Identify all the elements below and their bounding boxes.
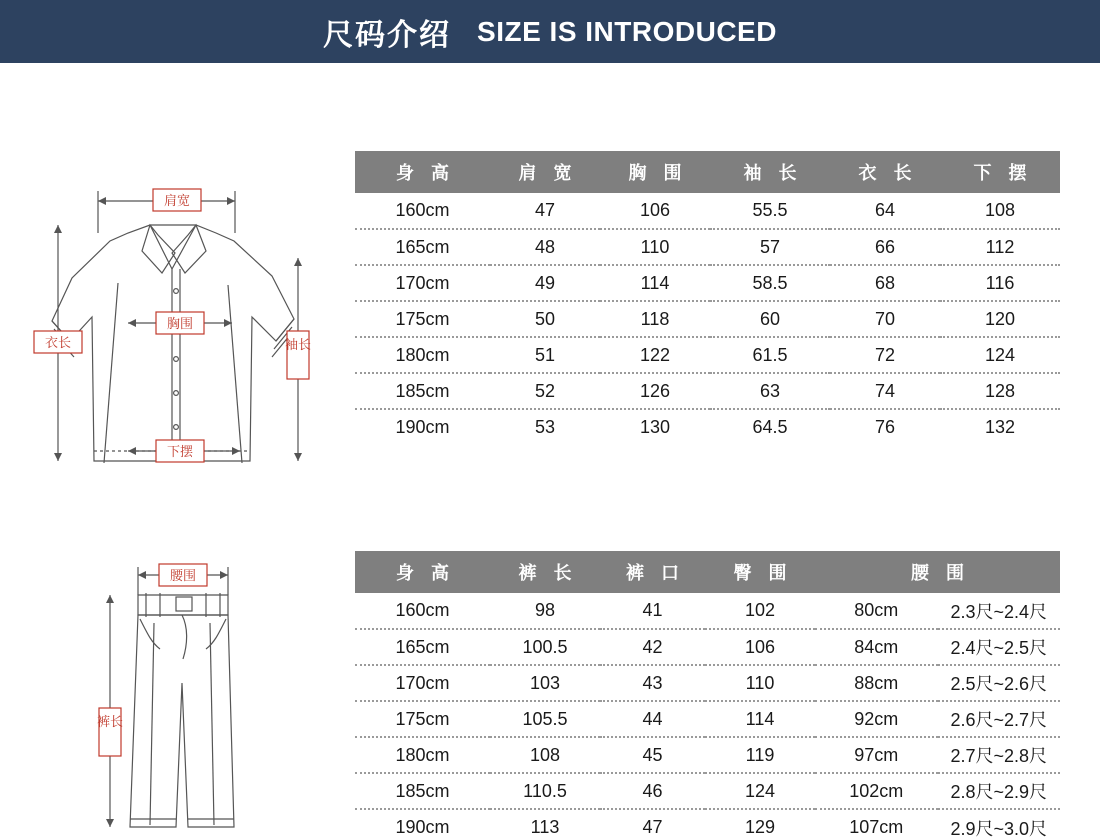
table-row bbox=[355, 809, 1060, 837]
cell-waist-chi: 2.8尺~2.9尺 bbox=[938, 773, 1061, 809]
pants-svg bbox=[10, 483, 340, 833]
th-height: 身 高 bbox=[355, 551, 490, 593]
table-row bbox=[355, 193, 1060, 229]
cell-waist-chi: 2.3尺~2.4尺 bbox=[938, 593, 1061, 629]
shirt-label-shoulder bbox=[153, 189, 201, 211]
cell-chest: 130 bbox=[600, 409, 710, 445]
pants-size-table bbox=[355, 551, 1060, 837]
th-pants-length: 裤 长 bbox=[490, 551, 600, 593]
cell-pants-length: 98 bbox=[490, 593, 600, 629]
cell-length: 72 bbox=[830, 337, 940, 373]
cell-hip: 110 bbox=[705, 665, 815, 701]
table-header-row bbox=[355, 151, 1060, 193]
table-header-row bbox=[355, 551, 1060, 593]
page-title-en: SIZE IS INTRODUCED bbox=[477, 15, 777, 47]
th-chest: 胸 围 bbox=[600, 151, 710, 193]
cell-waist-chi: 2.7尺~2.8尺 bbox=[938, 737, 1061, 773]
th-length: 衣 长 bbox=[830, 151, 940, 193]
th-cuff: 裤 口 bbox=[600, 551, 705, 593]
shirt-label-hem bbox=[156, 440, 204, 462]
cell-cuff: 46 bbox=[600, 773, 705, 809]
cell-shoulder: 50 bbox=[490, 301, 600, 337]
cell-length: 64 bbox=[830, 193, 940, 229]
th-height: 身 高 bbox=[355, 151, 490, 193]
cell-height: 160cm bbox=[355, 593, 490, 629]
cell-waist-cm: 97cm bbox=[815, 737, 938, 773]
cell-hip: 102 bbox=[705, 593, 815, 629]
shirt-size-table-wrap bbox=[355, 151, 1060, 445]
table-row bbox=[355, 773, 1060, 809]
cell-height: 165cm bbox=[355, 629, 490, 665]
cell-pants-length: 113 bbox=[490, 809, 600, 837]
cell-hem: 128 bbox=[940, 373, 1060, 409]
cell-pants-length: 105.5 bbox=[490, 701, 600, 737]
cell-shoulder: 47 bbox=[490, 193, 600, 229]
cell-waist-chi: 2.4尺~2.5尺 bbox=[938, 629, 1061, 665]
shirt-label-length bbox=[34, 331, 82, 353]
svg-text:肩宽: 肩宽 bbox=[163, 193, 191, 208]
svg-text:胸围: 胸围 bbox=[166, 316, 194, 331]
cell-cuff: 44 bbox=[600, 701, 705, 737]
cell-sleeve: 64.5 bbox=[710, 409, 830, 445]
cell-length: 70 bbox=[830, 301, 940, 337]
cell-waist-cm: 107cm bbox=[815, 809, 938, 837]
th-waist: 腰 围 bbox=[815, 551, 1060, 593]
cell-cuff: 41 bbox=[600, 593, 705, 629]
cell-shoulder: 48 bbox=[490, 229, 600, 265]
cell-sleeve: 61.5 bbox=[710, 337, 830, 373]
cell-chest: 122 bbox=[600, 337, 710, 373]
cell-height: 185cm bbox=[355, 773, 490, 809]
page-header bbox=[0, 0, 1100, 63]
cell-pants-length: 110.5 bbox=[490, 773, 600, 809]
cell-height: 175cm bbox=[355, 301, 490, 337]
cell-waist-chi: 2.5尺~2.6尺 bbox=[938, 665, 1061, 701]
cell-hip: 129 bbox=[705, 809, 815, 837]
cell-hem: 120 bbox=[940, 301, 1060, 337]
cell-height: 190cm bbox=[355, 809, 490, 837]
cell-chest: 126 bbox=[600, 373, 710, 409]
cell-height: 160cm bbox=[355, 193, 490, 229]
cell-shoulder: 51 bbox=[490, 337, 600, 373]
cell-length: 74 bbox=[830, 373, 940, 409]
cell-chest: 106 bbox=[600, 193, 710, 229]
cell-cuff: 42 bbox=[600, 629, 705, 665]
cell-cuff: 43 bbox=[600, 665, 705, 701]
cell-hem: 124 bbox=[940, 337, 1060, 373]
cell-chest: 114 bbox=[600, 265, 710, 301]
cell-sleeve: 60 bbox=[710, 301, 830, 337]
cell-height: 170cm bbox=[355, 665, 490, 701]
th-hip: 臀 围 bbox=[705, 551, 815, 593]
table-row bbox=[355, 409, 1060, 445]
cell-length: 76 bbox=[830, 409, 940, 445]
cell-shoulder: 52 bbox=[490, 373, 600, 409]
table-row bbox=[355, 665, 1060, 701]
cell-height: 165cm bbox=[355, 229, 490, 265]
cell-height: 180cm bbox=[355, 737, 490, 773]
shirt-label-chest bbox=[156, 312, 204, 334]
svg-text:下摆: 下摆 bbox=[166, 444, 194, 459]
svg-text:衣长: 衣长 bbox=[44, 335, 72, 350]
table-row bbox=[355, 737, 1060, 773]
table-row bbox=[355, 629, 1060, 665]
cell-waist-cm: 80cm bbox=[815, 593, 938, 629]
svg-text:裤长: 裤长 bbox=[96, 714, 124, 729]
svg-text:袖长: 袖长 bbox=[284, 337, 312, 352]
shirt-illustration bbox=[10, 73, 340, 473]
table-row bbox=[355, 337, 1060, 373]
page-content bbox=[0, 63, 1100, 837]
cell-sleeve: 63 bbox=[710, 373, 830, 409]
svg-text:腰围: 腰围 bbox=[169, 568, 197, 583]
cell-hem: 132 bbox=[940, 409, 1060, 445]
cell-length: 68 bbox=[830, 265, 940, 301]
th-sleeve: 袖 长 bbox=[710, 151, 830, 193]
table-row bbox=[355, 265, 1060, 301]
cell-cuff: 47 bbox=[600, 809, 705, 837]
cell-waist-chi: 2.9尺~3.0尺 bbox=[938, 809, 1061, 837]
cell-hip: 114 bbox=[705, 701, 815, 737]
shirt-label-sleeve bbox=[285, 331, 311, 379]
cell-hip: 106 bbox=[705, 629, 815, 665]
cell-pants-length: 103 bbox=[490, 665, 600, 701]
th-shoulder: 肩 宽 bbox=[490, 151, 600, 193]
cell-hip: 119 bbox=[705, 737, 815, 773]
table-row bbox=[355, 301, 1060, 337]
cell-chest: 110 bbox=[600, 229, 710, 265]
cell-pants-length: 100.5 bbox=[490, 629, 600, 665]
table-row bbox=[355, 593, 1060, 629]
cell-chest: 118 bbox=[600, 301, 710, 337]
pants-label-waist bbox=[159, 564, 207, 586]
pants-label-length bbox=[97, 708, 123, 756]
cell-height: 180cm bbox=[355, 337, 490, 373]
cell-height: 185cm bbox=[355, 373, 490, 409]
cell-height: 190cm bbox=[355, 409, 490, 445]
cell-sleeve: 55.5 bbox=[710, 193, 830, 229]
cell-hem: 116 bbox=[940, 265, 1060, 301]
pants-illustration bbox=[10, 483, 340, 833]
cell-hem: 108 bbox=[940, 193, 1060, 229]
cell-shoulder: 53 bbox=[490, 409, 600, 445]
shirt-size-table bbox=[355, 151, 1060, 445]
table-row bbox=[355, 373, 1060, 409]
cell-waist-cm: 84cm bbox=[815, 629, 938, 665]
cell-length: 66 bbox=[830, 229, 940, 265]
cell-sleeve: 57 bbox=[710, 229, 830, 265]
cell-waist-chi: 2.6尺~2.7尺 bbox=[938, 701, 1061, 737]
cell-sleeve: 58.5 bbox=[710, 265, 830, 301]
cell-height: 175cm bbox=[355, 701, 490, 737]
cell-waist-cm: 102cm bbox=[815, 773, 938, 809]
th-hem: 下 摆 bbox=[940, 151, 1060, 193]
cell-hem: 112 bbox=[940, 229, 1060, 265]
cell-shoulder: 49 bbox=[490, 265, 600, 301]
cell-waist-cm: 88cm bbox=[815, 665, 938, 701]
table-row bbox=[355, 701, 1060, 737]
pants-size-table-wrap bbox=[355, 551, 1060, 837]
page-title-cn: 尺码介绍 bbox=[323, 18, 452, 52]
cell-pants-length: 108 bbox=[490, 737, 600, 773]
cell-hip: 124 bbox=[705, 773, 815, 809]
cell-height: 170cm bbox=[355, 265, 490, 301]
shirt-svg bbox=[10, 73, 340, 473]
cell-waist-cm: 92cm bbox=[815, 701, 938, 737]
table-row bbox=[355, 229, 1060, 265]
cell-cuff: 45 bbox=[600, 737, 705, 773]
